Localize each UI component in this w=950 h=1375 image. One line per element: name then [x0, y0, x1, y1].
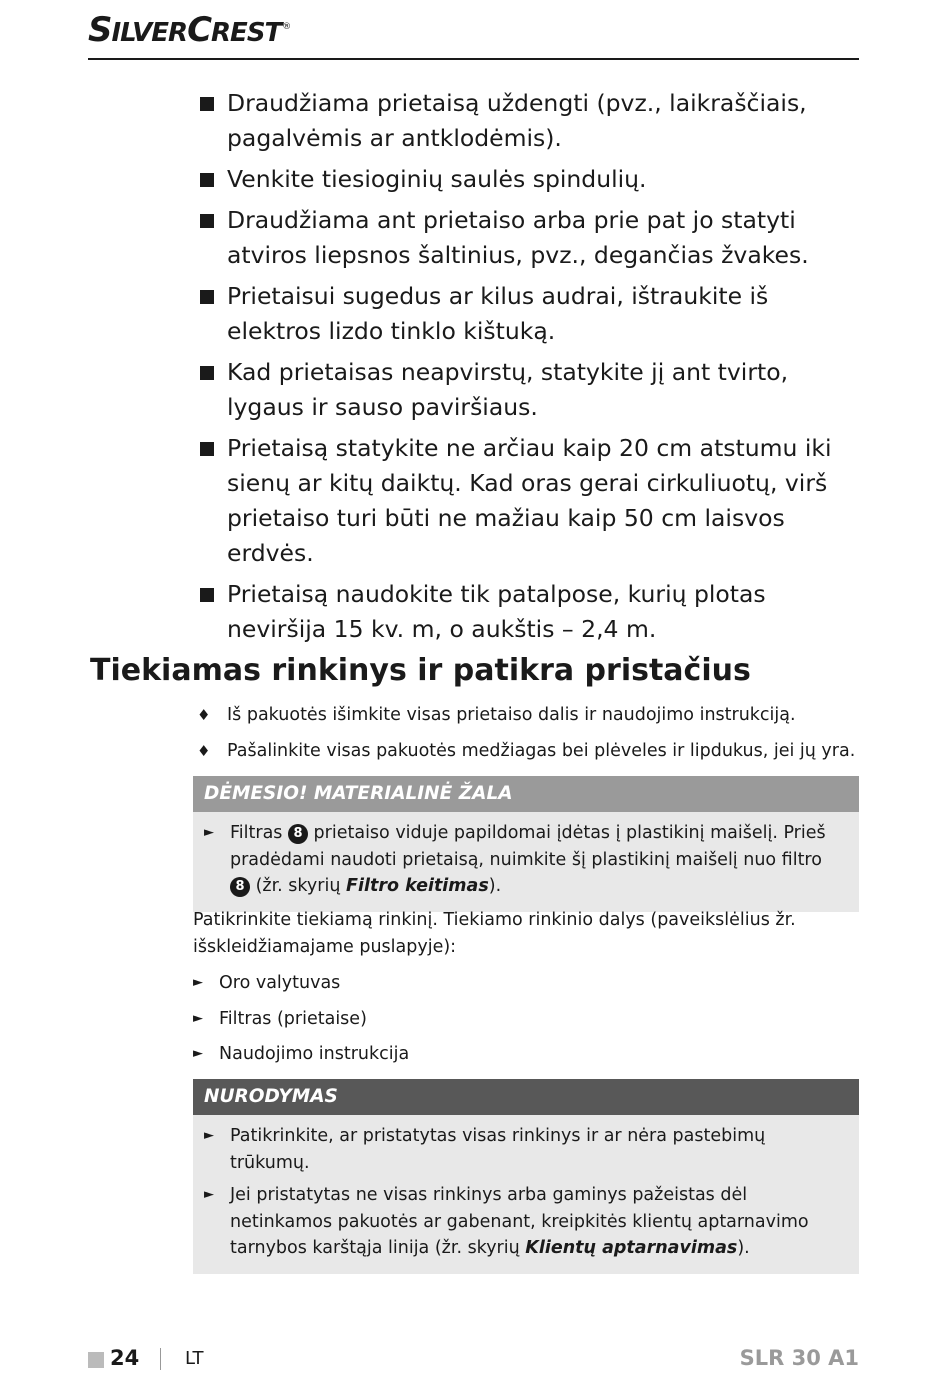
safety-warnings-list — [198, 86, 863, 653]
part-item: ► Naudojimo instrukcija — [193, 1041, 859, 1068]
caution-item: ► Filtras 8 prietaiso viduje papildomai įdėtas į plastikinį maišelį. Prieš pradėdami naudoti prietaisą, nuimkite šį plastikinį maišelį nuo filtro 8 (žr. skyrių Filtro keitimas). — [204, 820, 841, 900]
step-item: ♦ Pašalinkite visas pakuotės medžiagas bei plėveles ir lipdukus, jei jų yra. — [193, 738, 859, 764]
cross-reference: Klientų aptarnavimas — [525, 1238, 738, 1258]
arrow-bullet-icon: ► — [193, 1010, 203, 1026]
page-number: 24 — [110, 1346, 140, 1370]
part-item: ► Oro valytuvas — [193, 970, 859, 997]
note-item: ► Patikrinkite, ar pristatytas visas rinkinys ir ar nėra pastebimų trūkumų. — [204, 1123, 841, 1176]
warning-item: Kad prietaisas neapvirstų, statykite jį ant tvirto, lygaus ir sauso paviršiaus. — [198, 355, 863, 425]
silvercrest-logo: SILVERCREST® — [88, 10, 291, 50]
caution-box — [193, 776, 859, 912]
arrow-bullet-icon: ► — [204, 1187, 214, 1202]
arrow-bullet-icon: ► — [193, 1046, 203, 1061]
arrow-bullet-icon: ► — [204, 825, 214, 840]
note-item: ► Jei pristatytas ne visas rinkinys arba gaminys pažeistas dėl netinkamos pakuotės ar gabenant, kreipkitės klientų aptarnavimo tarnybos karštąja linija (žr. skyrių Klientų aptarnavimas). — [204, 1182, 841, 1262]
warning-item: Prietaisą naudokite tik patalpose, kurių plotas neviršija 15 kv. m, o aukštis – 2,4 m. — [198, 577, 863, 647]
square-bullet-icon — [200, 442, 214, 456]
cross-reference: Filtro keitimas — [346, 876, 489, 896]
arrow-bullet-icon: ► — [204, 1128, 214, 1143]
page-footer — [88, 1345, 859, 1375]
page-header — [88, 8, 859, 60]
square-bullet-icon — [200, 173, 214, 187]
caution-heading: DĖMESIO! MATERIALINĖ ŽALA — [193, 776, 859, 812]
square-bullet-icon — [200, 97, 214, 111]
warning-item: Draudžiama prietaisą uždengti (pvz., laikraščiais, pagalvėmis ar antklodėmis). — [198, 86, 863, 156]
section-title: Tiekiamas rinkinys ir patikra pristačius — [90, 653, 751, 688]
diamond-bullet-icon: ♦ — [197, 742, 211, 760]
square-bullet-icon — [200, 366, 214, 380]
warning-item: Venkite tiesioginių saulės spindulių. — [198, 162, 863, 197]
footer-square-icon — [88, 1352, 104, 1368]
note-heading: NURODYMAS — [193, 1079, 859, 1115]
part-item: ► Filtras (prietaise) — [193, 1006, 859, 1033]
part-number-8-badge: 8 — [288, 824, 308, 844]
arrow-bullet-icon: ► — [193, 975, 203, 990]
check-paragraph: Patikrinkite tiekiamą rinkinį. Tiekiamo rinkinio dalys (paveikslėlius žr. išskleidžiamajame puslapyje): — [193, 910, 796, 957]
language-code: LT — [185, 1348, 204, 1369]
delivery-parts-list — [193, 970, 859, 1077]
square-bullet-icon — [200, 588, 214, 602]
warning-item: Prietaisui sugedus ar kilus audrai, ištraukite iš elektros lizdo tinklo kištuką. — [198, 279, 863, 349]
square-bullet-icon — [200, 290, 214, 304]
model-number: SLR 30 A1 — [739, 1346, 859, 1370]
step-item: ♦ Iš pakuotės išimkite visas prietaiso dalis ir naudojimo instrukciją. — [193, 702, 859, 728]
note-box — [193, 1079, 859, 1274]
warning-item: Draudžiama ant prietaiso arba prie pat jo statyti atviros liepsnos šaltinius, pvz., degančias žvakes. — [198, 203, 863, 273]
diamond-bullet-icon: ♦ — [197, 706, 211, 724]
warning-item: Prietaisą statykite ne arčiau kaip 20 cm atstumu iki sienų ar kitų daiktų. Kad oras gerai cirkuliuotų, virš prietaiso turi būti ne mažiau kaip 50 cm laisvos erdvės. — [198, 431, 863, 571]
square-bullet-icon — [200, 214, 214, 228]
part-number-8-badge: 8 — [230, 877, 250, 897]
unpacking-steps — [193, 702, 859, 774]
footer-divider — [160, 1348, 161, 1370]
